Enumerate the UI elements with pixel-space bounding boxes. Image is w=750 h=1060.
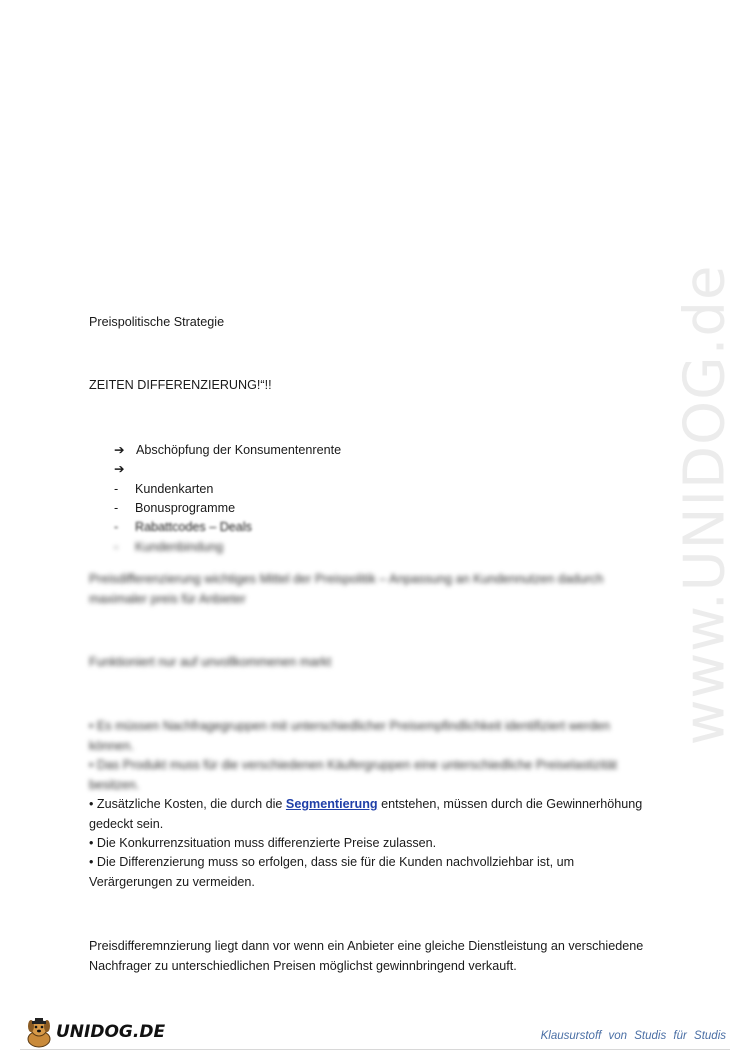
paragraph-line: Preisdifferemnzierung liegt dann vor wenn ein Anbieter eine gleiche Dienstleistung an verschiedene [89, 939, 644, 953]
arrow-right-icon: ➔ [114, 462, 125, 476]
list-item [114, 499, 235, 518]
document-subheading: ZEITEN DIFFERENZIERUNG!“!! [89, 378, 272, 392]
list-item-label: Kundenkarten [135, 482, 214, 496]
bullet-line: • Es müssen Nachfragegruppen mit unterschiedlicher Preisempfindlichkeit identifiziert werden [89, 719, 610, 733]
dash-marker: - [114, 540, 119, 554]
dash-marker: - [114, 520, 119, 534]
dog-icon [22, 1017, 56, 1049]
bullet-text: • Zusätzliche Kosten, die durch die [89, 797, 286, 811]
document-heading: Preispolitische Strategie [89, 315, 225, 329]
bullet-line: können. [89, 739, 134, 753]
arrow-item [114, 460, 136, 479]
bullet-line: besitzen. [89, 778, 140, 792]
list-item-label: Kundenbindung [135, 540, 224, 554]
arrow-item [114, 441, 341, 460]
bullet-line [89, 795, 642, 814]
list-item [114, 480, 213, 499]
watermark: www.UNIDOG.de [672, 264, 738, 746]
dash-marker: - [114, 501, 119, 515]
segmentierung-link[interactable]: Segmentierung [285, 797, 378, 811]
list-item-label: Rabattcodes – Deals [135, 520, 252, 534]
list-item-label: Bonusprogramme [135, 501, 236, 515]
dash-marker: - [114, 482, 119, 496]
bullet-line: • Das Produkt muss für die verschiedenen Käufergruppen eine unterschiedliche Preiselastizität [89, 758, 618, 772]
unidog-logo [22, 1017, 166, 1049]
paragraph-line: maximaler preis für Anbieter [89, 592, 246, 606]
footer-divider [20, 1049, 730, 1050]
arrow-item-label: Abschöpfung der Konsumentenrente [136, 443, 342, 457]
paragraph-line: Preisdifferenzierung wichtiges Mittel der Preispolitik – Anpassung an Kundennutzen dadurch [89, 572, 604, 586]
paragraph-line: Nachfrager zu unterschiedlichen Preisen möglichst gewinnbringend verkauft. [89, 959, 517, 973]
bullet-line: • Die Differenzierung muss so erfolgen, dass sie für die Kunden nachvollziehbar ist, um [89, 855, 575, 869]
bullet-line: gedeckt sein. [89, 817, 164, 831]
paragraph-line: Funktioniert nur auf unvollkommenen markt [89, 655, 332, 669]
bullet-text: entstehen, müssen durch die Gewinnerhöhung [377, 797, 643, 811]
footer-tagline: Klausurstoff von Studis für Studis [540, 1030, 726, 1042]
list-item [114, 538, 223, 557]
arrow-right-icon: ➔ [114, 443, 125, 457]
logo-text: UNIDOG.DE [56, 1022, 166, 1042]
list-item [114, 518, 252, 537]
bullet-line: • Die Konkurrenzsituation muss differenzierte Preise zulassen. [89, 836, 437, 850]
bullet-line: Verärgerungen zu vermeiden. [89, 875, 255, 889]
